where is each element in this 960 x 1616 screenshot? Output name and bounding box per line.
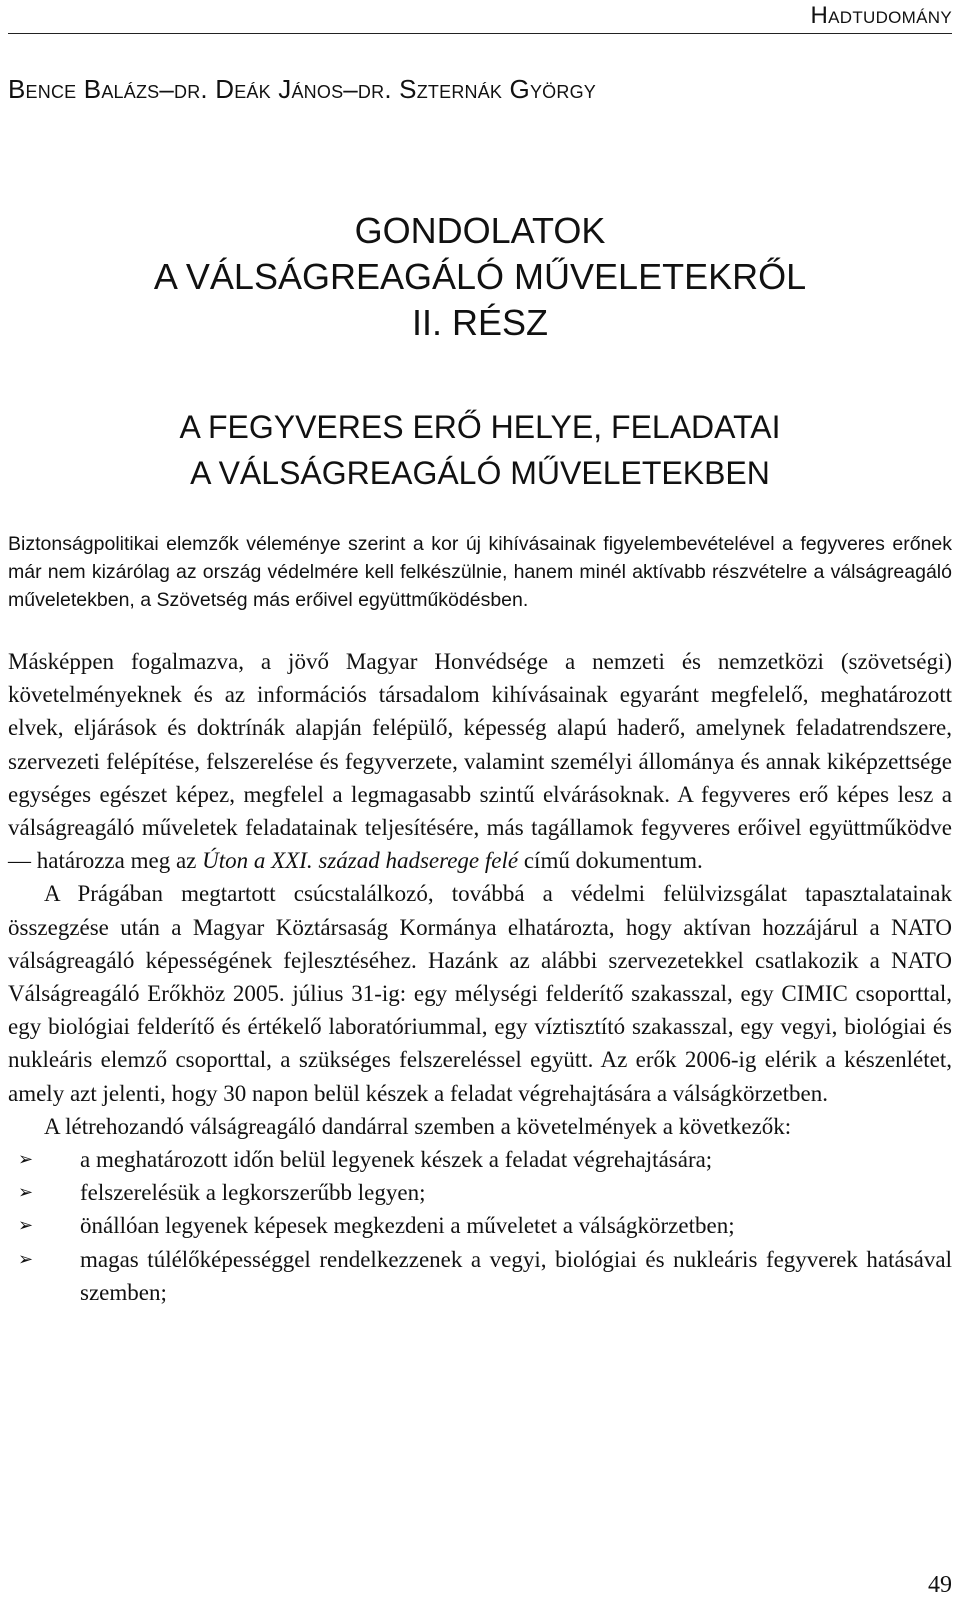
- arrow-bullet-icon: ➢: [18, 1182, 34, 1204]
- authors: Bence Balázs–dr. Deák János–dr. Szternák György: [8, 74, 596, 104]
- list-item-text: magas túlélőképességgel rendelkezzenek a vegyi, biológiai és nukleáris fegyverek hatásával szemben;: [80, 1246, 952, 1305]
- article-title: [0, 208, 960, 346]
- paragraph-1-text-a: Másképpen fogalmazva, a jövő Magyar Honvédsége a nemzeti és nemzetközi (szövetségi) követelményeknek és az információs társadalom kihívásainak egyaránt megfelelő, meghatározott elvek, eljárások és doktrínák alapján felépülő, képesség alapú haderő, amelynek feladatrendszere, szervezeti felépítése, felszerelése és fegyverzete, valamint személyi állománya és annak kiképzettsége egységes egészet képez, megfelel a legmagasabb szintű elvárásoknak. A fegyveres erő képes lesz a válságreagáló műveletek feladatainak teljesítésére, más tagállamok fegyveres erőivel együttműködve — határozza meg az: [8, 649, 952, 874]
- document-title-italic: Úton a XXI. század hadserege felé: [202, 848, 519, 874]
- list-item-text: önállóan legyenek képesek megkezdeni a műveletet a válságkörzetben;: [80, 1213, 735, 1239]
- abstract-sans: Biztonságpolitikai elemzők véleménye szerint a kor új kihívásainak figyelembevételével a fegyveres erőnek már nem kizárólag az ország védelmére kell felkészülnie, hanem minél aktívabb részvételre a válságreagáló műveletekben, a Szövetség más erőivel együttműködésben.: [8, 533, 952, 611]
- list-item: [8, 1243, 952, 1309]
- title-line-3: II. RÉSZ: [411, 302, 549, 343]
- page-number: 49: [928, 1572, 952, 1598]
- section-title: [0, 404, 960, 496]
- title-line-2: A VÁLSÁGREAGÁLÓ MŰVELETEKRŐL: [153, 256, 807, 297]
- list-item-text: felszerelésük a legkorszerűbb legyen;: [80, 1180, 426, 1206]
- paragraph-1-continued: [8, 645, 952, 877]
- header-rule: [8, 33, 952, 34]
- list-item: [8, 1143, 952, 1176]
- arrow-bullet-icon: ➢: [18, 1248, 34, 1270]
- paragraph-2: A Prágában megtartott csúcstalálkozó, továbbá a védelmi felülvizsgálat tapasztalatainak összegzése után a Magyar Köztársaság Kormánya elhatározta, hogy aktívan hozzájárul a NATO válságreagáló képességének fejlesztéséhez. Hazánk az alábbi szervezetekkel csatlakozik a NATO Válságreagáló Erőkhöz 2005. július 31-ig: egy mélységi felderítő szakasszal, egy CIMIC csoporttal, egy biológiai felderítő és értékelő laboratóriummal, egy víztisztító szakasszal, egy vegyi, biológiai és nukleáris elemző csoporttal, a szükséges felszereléssel együtt. Az erők 2006-ig elérik a készenlétet, amely azt jelenti, hogy 30 napon belül készek a feladat végrehajtására a válságkörzetben.: [8, 881, 952, 1106]
- title-line-1: GONDOLATOK: [354, 210, 606, 251]
- requirements-list: [8, 1143, 952, 1309]
- section-title-line-2: A VÁLSÁGREAGÁLÓ MŰVELETEKBEN: [190, 455, 770, 491]
- arrow-bullet-icon: ➢: [18, 1215, 34, 1237]
- list-item: [8, 1176, 952, 1209]
- article-body: [8, 645, 952, 1309]
- arrow-bullet-icon: ➢: [18, 1149, 34, 1171]
- section-title-line-1: A FEGYVERES ERŐ HELYE, FELADATAI: [179, 409, 781, 445]
- journal-name: Hadtudomány: [810, 2, 952, 29]
- list-item-text: a meghatározott időn belül legyenek készek a feladat végrehajtására;: [80, 1147, 713, 1173]
- paragraph-1-text-b: című dokumentum.: [518, 848, 703, 874]
- paragraph-3: A létrehozandó válságreagáló dandárral szemben a követelmények a következők:: [44, 1113, 792, 1139]
- list-item: [8, 1209, 952, 1242]
